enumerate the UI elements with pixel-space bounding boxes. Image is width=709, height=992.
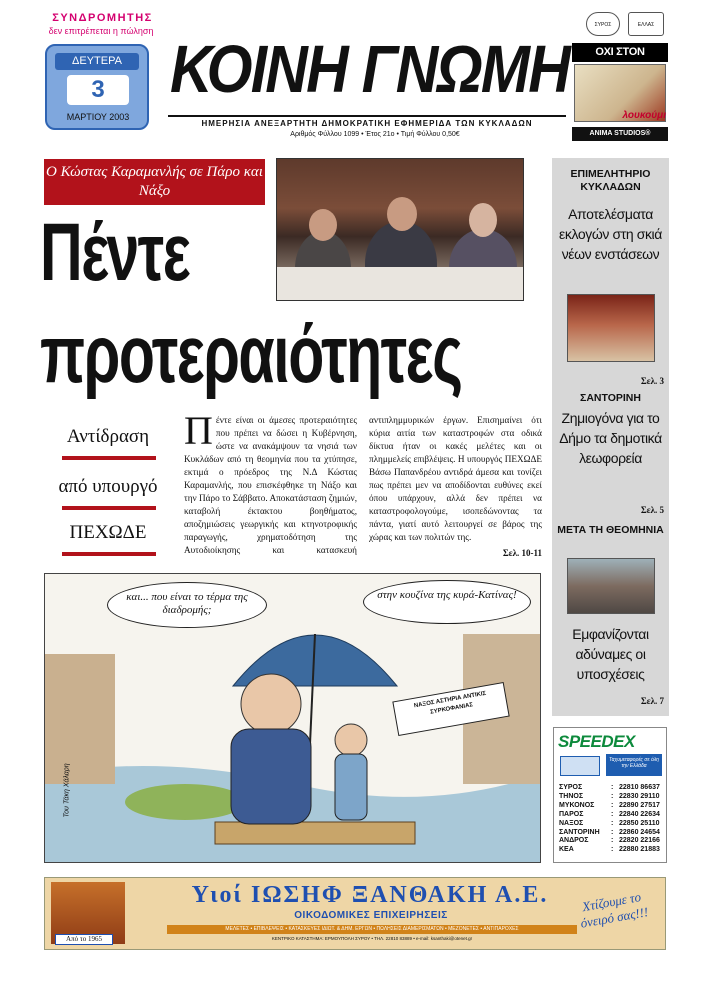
- photo-head-center: [387, 197, 417, 231]
- speedex-tagline: Ταχυμεταφορές σε όλη την Ελλάδα: [606, 754, 662, 776]
- speedex-separator: :: [611, 792, 614, 800]
- lead-headline-line2: προτεραιότητες: [40, 309, 462, 400]
- antiwar-brand: λουκούμι: [622, 110, 666, 121]
- newspaper-masthead: ΚΟΙΝΗ ΓΝΩΜΗ: [170, 32, 570, 107]
- speedex-phone: 22810 86637: [619, 784, 660, 791]
- ad-company-name: Υιοί ΙΩΣΗΦ ΞΑΝΘΑΚΗ Α.Ε.: [191, 882, 549, 908]
- speedex-row: [559, 837, 663, 846]
- speedex-phone: 22820 22166: [619, 837, 660, 845]
- subhead-divider: [62, 456, 156, 460]
- date-box: [45, 44, 149, 130]
- masthead-divider: [168, 115, 566, 117]
- stamp-icon: [628, 12, 664, 36]
- postmark-icon: [586, 12, 620, 36]
- ad-contact: ΚΕΝΤΡΙΚΟ ΚΑΤΑΣΤΗΜΑ: ΕΡΜΟΥΠΟΛΗ ΣΥΡΟΥ • ΤΗΛ. 22810 83889 • e-mail: ksanthaki@otenet.gr: [271, 936, 473, 941]
- raft: [215, 822, 415, 844]
- building: [45, 654, 115, 784]
- sidebar-title-2: Ζημιογόνα για το Δήμο τα δημοτικά λεωφορεία: [559, 410, 662, 466]
- speedex-phone: 22880 21883: [619, 846, 660, 854]
- lead-headline-line1: Πέντε: [40, 207, 190, 298]
- subscriber-note: δεν επιτρέπεται η πώληση: [48, 26, 154, 36]
- article-page-ref: Σελ. 10-11: [502, 548, 542, 558]
- speedex-phone: 22860 24654: [619, 828, 660, 836]
- photo-head-left: [309, 209, 337, 241]
- speedex-place: ΤΗΝΟΣ: [559, 792, 584, 800]
- speedex-separator: :: [611, 828, 614, 836]
- ad-since: Από το 1965: [55, 934, 113, 945]
- speedex-van-icon: [560, 756, 600, 776]
- lead-photo: [276, 158, 524, 301]
- sidebar-heading-1: ΕΠΙΜΕΛΗΤΗΡΙΟ ΚΥΚΛΑΔΩΝ: [570, 168, 651, 193]
- speedex-place: ΣΑΝΤΟΡΙΝΗ: [559, 828, 600, 836]
- subhead-2: από υπουργό: [58, 476, 158, 497]
- issue-info: Αριθμός Φύλλου 1099 • Έτος 21ο • Τιμή Φύλλου 0,50€: [290, 131, 460, 138]
- road-sign-text: ΝΑΞΟΣ ΑΣΤΗΡΙΑ ΑΝΤΙΚΙΣ ΣΥΡΚΟΦΑΝΙΑΣ: [413, 690, 487, 716]
- speedex-place: ΝΑΞΟΣ: [559, 819, 584, 827]
- lead-article-body: [184, 408, 542, 564]
- speedex-place: ΜΥΚΟΝΟΣ: [559, 801, 595, 809]
- date-day-name: ΔΕΥΤΕΡΑ: [55, 53, 139, 70]
- speedex-phone-table: [559, 784, 663, 855]
- subscriber-label: ΣΥΝΔΡΟΜΗΤΗΣ: [52, 12, 153, 24]
- sidebar-ref-1: Σελ. 3: [640, 376, 664, 386]
- speedex-phone: 22840 22634: [619, 810, 660, 818]
- ad-slogan: Χτίζουμε το όνειρό σας!!!: [579, 889, 650, 931]
- sidebar-title-3: Εμφανίζονται αδύναμες οι υποσχέσεις: [572, 626, 649, 682]
- right-sidebar: [552, 158, 669, 716]
- speedex-phone: 22850 25110: [619, 819, 660, 827]
- subhead-3: ΠΕΧΩΔΕ: [69, 522, 147, 543]
- speedex-place: ΠΑΡΟΣ: [559, 810, 584, 818]
- postage-stamps: [586, 12, 666, 38]
- speedex-row: [559, 846, 663, 855]
- sidebar-heading-2: ΣΑΝΤΟΡΙΝΗ: [580, 392, 641, 404]
- article-dropcap: Π: [184, 408, 213, 453]
- stamp-label: ΕΛΛΑΣ: [637, 22, 655, 28]
- subhead-1: Αντίδραση: [66, 426, 150, 447]
- date-day-number: 3: [67, 75, 129, 105]
- speedex-row: [559, 784, 663, 793]
- masthead-subtitle: ΗΜΕΡΗΣΙΑ ΑΝΕΞΑΡΤΗΤΗ ΔΗΜΟΚΡΑΤΙΚΗ ΕΦΗΜΕΡΙΔΑ ΤΩΝ ΚΥΚΛΑΔΩΝ: [201, 119, 533, 128]
- speedex-place: ΣΥΡΟΣ: [559, 784, 583, 791]
- caricature-body: [231, 729, 311, 824]
- sidebar-ref-2: Σελ. 5: [640, 505, 664, 515]
- speedex-separator: :: [611, 846, 614, 854]
- caricature-head: [241, 674, 301, 734]
- car-in-water: [125, 784, 245, 820]
- article-text: έντε είναι οι άμεσες προτεραιότητες που πρέπει να δώσει η Κυβέρνηση, ώστε να ανακάμψουν τα νησιά των Κυκλάδων από τη θεομηνία που τα χτύπησε, εκτιμά ο πρόεδρος της Ν.Δ Κώστας Καραμανλής, που επισκέφθηκε τη Νάξο και την Πάρο το Σάββατο. Αποκατάσταση ζημιών, καταβολή έκτακτου βοηθήματος, αποζημιώσεις γεωργικής και κτηνοτροφικής παραγωγής, χρηματοδότηση της Αυτοδιοίκησης και κατασκευή αντιπλημμυρικών έργων. Επισημαίνει ότι κύρια αιτία των καταστροφών στα οδικά δίκτυα ήταν οι κακές μελέτες και οι πλημμελείς επιβλέψεις. Η υπουργός ΠΕΧΩΔΕ Βάσω Παπανδρέου αντιδρά άμεσα και τονίζει πως πρέπει μεν να αποδίδονται ευθύνες εκεί όπου υπάρχουν, αλλά δεν πρέπει να καταστροφολογούμε, ισοπεδώνοντας τα πάντα, γιατί αυτό λειτουργεί σε βάρος της χώρας και των πολιτών της.: [184, 415, 542, 555]
- speedex-separator: :: [611, 810, 614, 818]
- speedex-separator: :: [611, 784, 614, 791]
- speedex-phone: 22830 29110: [619, 792, 660, 800]
- speedex-row: [559, 811, 663, 820]
- sidebar-title-1: Αποτελέσματα εκλογών στη σκιά νέων ενστάσεων: [559, 206, 662, 262]
- ad-services: ΜΕΛΕΤΕΣ • ΕΠΙΒΛΕΨΕΙΣ • ΚΑΤΑΣΚΕΥΕΣ ΙΔΙΩΤ. & ΔΗΜ. ΕΡΓΩΝ • ΠΩΛΗΣΕΙΣ ΔΙΑΜΕΡΙΣΜΑΤΩΝ • ΜΕΖΟΝΕΤΕΣ • ΑΝΤΙΠΑΡΟΧΕΣ: [167, 925, 577, 934]
- construction-ad: [44, 877, 666, 950]
- speedex-separator: :: [611, 801, 614, 809]
- cartoon-credit: Του Τάκη Χάλαρη: [63, 763, 71, 818]
- small-figure-body: [335, 754, 367, 820]
- sidebar-heading-3: ΜΕΤΑ ΤΗ ΘΕΟΜΗΝΙΑ: [557, 524, 664, 536]
- speedex-separator: :: [611, 819, 614, 827]
- photo-head-right: [469, 203, 497, 237]
- speech-bubble-right: στην κουζίνα της κυρά-Κατίνας!: [363, 580, 531, 624]
- speedex-phone: 22890 27517: [619, 801, 660, 809]
- sidebar-ref-3: Σελ. 7: [640, 696, 664, 706]
- speedex-logo: SPEEDEX: [558, 732, 635, 751]
- speedex-place: ΚΕΑ: [559, 846, 574, 854]
- small-figure-head: [335, 724, 367, 756]
- postmark-label: ΣΥΡΟΣ: [594, 22, 612, 28]
- anima-studios-credit: ANIMA STUDIOS®: [572, 127, 668, 141]
- speedex-row: [559, 802, 663, 811]
- speedex-ad: [553, 727, 667, 863]
- lead-kicker: Ο Κώστας Καραμανλής σε Πάρο και Νάξο: [44, 159, 265, 205]
- speech-bubble-left: και... που είναι το τέρμα της διαδρομής;: [107, 582, 267, 628]
- subhead-divider: [62, 506, 156, 510]
- speedex-separator: :: [611, 837, 614, 845]
- sidebar-photo-1: [567, 294, 655, 362]
- speedex-row: [559, 829, 663, 838]
- speedex-row: [559, 820, 663, 829]
- speedex-place: ΑΝΔΡΟΣ: [559, 837, 589, 845]
- photo-table: [277, 267, 524, 301]
- speedex-row: [559, 793, 663, 802]
- editorial-cartoon: [44, 573, 541, 863]
- date-month-year: ΜΑΡΤΙΟΥ 2003: [66, 112, 130, 122]
- ad-subtitle: ΟΙΚΟΔΟΜΙΚΕΣ ΕΠΙΧΕΙΡΗΣΕΙΣ: [294, 910, 448, 921]
- subhead-divider: [62, 552, 156, 556]
- antiwar-banner-title: ΟΧΙ ΣΤΟΝ: [572, 43, 668, 62]
- sidebar-photo-3: [567, 558, 655, 614]
